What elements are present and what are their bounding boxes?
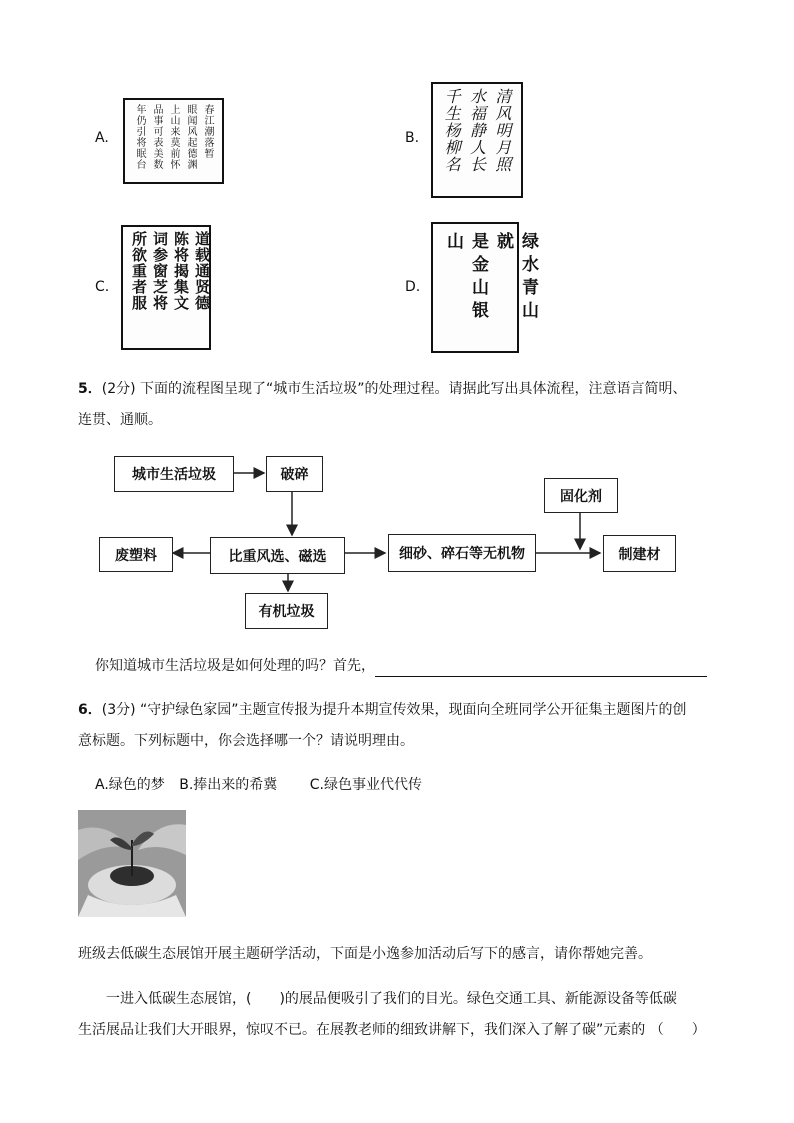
calligraphy-column: 道载通贤德 [193,231,211,311]
question-text-cont: 意标题。下列标题中，你会选择哪一个？请说明理由。 [78,733,414,749]
flow-box-inorganic: 细砂、碎石等无机物 [388,534,536,572]
calligraphy-column: 眼闻风起德渊 [185,104,196,170]
hands-seedling-photo [78,810,186,917]
option-a: A.绿色的梦 [95,777,165,793]
question-5-answer-line [95,655,707,677]
question-text-cont: 连贯、通顺。 [78,412,162,428]
passage-body [78,988,738,1041]
question-score: (2分) [101,381,136,397]
flow-box-organic-garbage: 有机垃圾 [245,593,328,629]
calligraphy-column: 词参窗芝将 [151,231,169,311]
answer-prompt: 你知道城市生活垃圾是如何处理的吗？首先， [95,658,375,674]
flow-box-curing-agent: 固化剂 [544,478,618,513]
question-text: 下面的流程图呈现了“城市生活垃圾”的处理过程。请据此写出具体流程，注意语言简明、 [140,381,687,397]
calligraphy-column: 上山来莫前怀 [168,104,179,170]
flow-box-city-garbage: 城市生活垃圾 [114,456,234,492]
option-b-label: B. [405,130,420,146]
calligraphy-column: 是金山银山 [443,232,488,324]
flow-box-building-material: 制建材 [603,535,676,572]
option-c: C.绿色事业代代传 [309,777,422,793]
calligraphy-column: 所欲重者服 [130,231,148,311]
calligraphy-column: 清风明月照 [492,88,512,173]
calligraphy-column: 水福静人长 [467,88,487,173]
seedling-illustration [78,810,186,917]
option-d-label: D. [405,279,421,295]
calligraphy-column: 品事可表美数 [151,104,162,170]
passage-line: 生活展品让我们大开眼界，惊叹不已。在展教老师的细致讲解下，我们深入了解了碳”元素的 （ ） [78,1022,706,1038]
question-6 [78,699,738,752]
flow-box-waste-plastic: 废塑料 [99,537,173,572]
answer-blank[interactable] [375,662,707,677]
question-number: 6． [78,702,102,718]
option-b: B.捧出来的希冀 [179,777,278,793]
question-text: “守护绿色家园”主题宣传报为提升本期宣传效果，现面向全班同学公开征集主题图片的创 [140,702,687,718]
question-number: 5． [78,381,102,397]
calligraphy-column: 年仍引将眠台 [134,104,145,170]
question-score: (3分) [101,702,136,718]
calligraphy-column: 陈将揭集文 [172,231,190,311]
flow-box-sorting: 比重风选、磁选 [210,537,345,574]
flow-box-crushing: 破碎 [266,456,323,492]
calligraphy-column: 春江潮落暂 [202,104,213,159]
passage-line: 一进入低碳生态展馆，( )的展品便吸引了我们的目光。绿色交通工具、新能源设备等低碳 [106,991,677,1007]
calligraphy-column: 千生杨柳名 [442,88,462,173]
option-c-label: C. [95,279,110,295]
passage-intro: 班级去低碳生态展馆开展主题研学活动，下面是小逸参加活动后写下的感言，请你帮她完善。 [78,946,652,962]
calligraphy-column: 绿水青山就 [493,232,538,324]
option-a-label: A. [95,130,109,146]
question-6-options [95,774,422,796]
